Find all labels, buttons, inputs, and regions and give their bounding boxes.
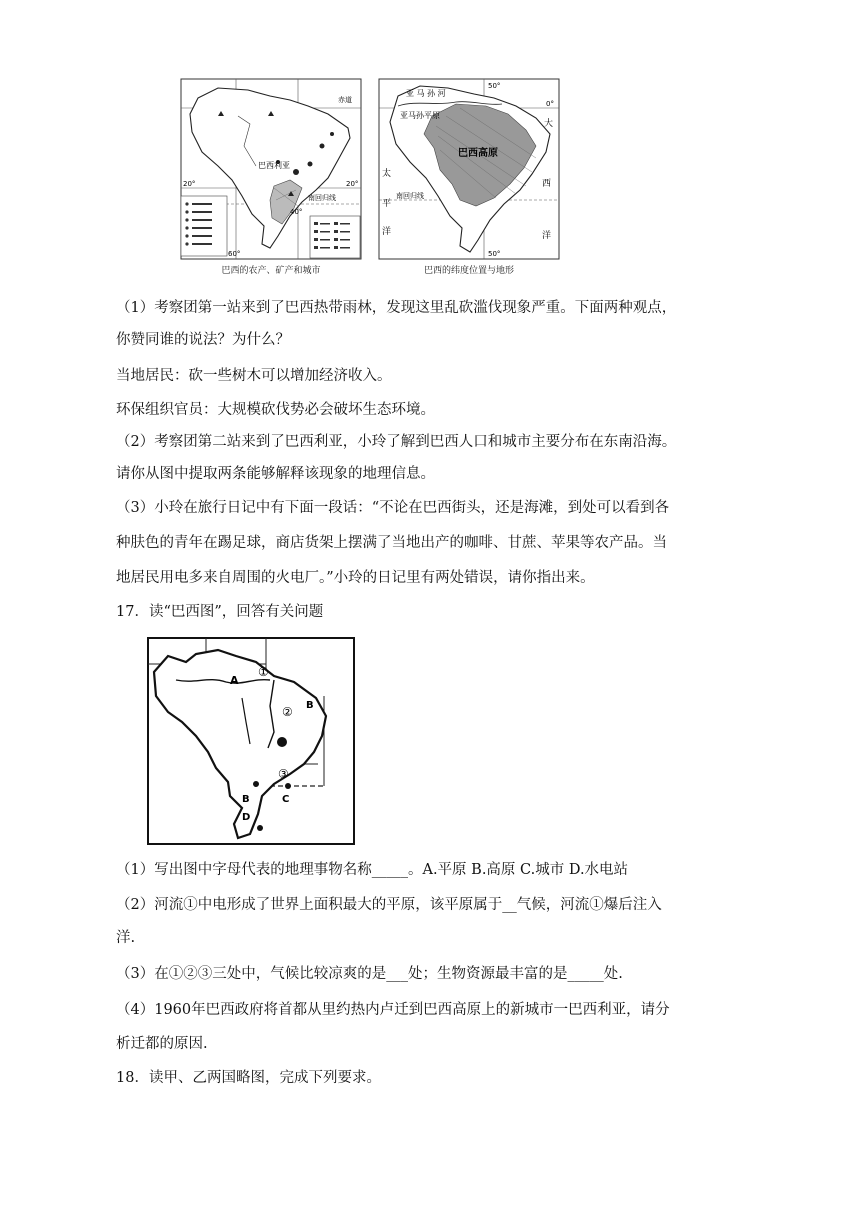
brazil-terrain-map-drawing xyxy=(376,76,562,262)
q17-4a: （4）1960年巴西政府将首都从里约热内卢迁到巴西高原上的新城市一巴西利亚，请分 xyxy=(116,1002,670,1018)
label-atlantic-1: 大 xyxy=(544,119,554,129)
figure-row xyxy=(178,76,564,276)
q17-4b: 析迁都的原因. xyxy=(116,1036,208,1052)
q3-line-b: 种肤色的青年在踢足球，商店货架上摆满了当地出产的咖啡、甘蔗、苹果等农产品。当 xyxy=(116,535,667,551)
q2-line-b: 请你从图中提取两条能够解释该现象的地理信息。 xyxy=(116,466,435,482)
label-lat-20-east: 20° xyxy=(346,180,359,188)
label-circle-1: ① xyxy=(258,665,269,679)
q1-line-a: （1）考察团第一站来到了巴西热带雨林，发现这里乱砍滥伐现象严重。下面两种观点， xyxy=(116,300,677,316)
q2-line-a: （2）考察团第二站来到了巴西利亚，小玲了解到巴西人口和城市主要分布在东南沿海。 xyxy=(116,434,677,450)
label-amazon-plain: 亚马孙平原 xyxy=(400,111,440,120)
caption-right: 巴西的纬度位置与地形 xyxy=(423,266,514,276)
label-atlantic-3: 洋 xyxy=(542,231,552,241)
label-lat-20-west: 20° xyxy=(183,180,196,188)
q3-line-a: （3）小玲在旅行日记中有下面一段话：“不论在巴西街头，还是海滩，到处可以看到各 xyxy=(116,500,670,516)
label-amazon-river: 亚 马 孙 河 xyxy=(406,89,446,98)
label-lat-0: 0° xyxy=(546,100,554,108)
label-lon-40: 40° xyxy=(290,208,303,216)
label-tropic-right: 南回归线 xyxy=(396,192,424,200)
label-brazil-plateau: 巴西高原 xyxy=(458,148,498,159)
brazil-agriculture-map xyxy=(178,76,364,276)
caption-left: 巴西的农产、矿产和城市 xyxy=(221,266,321,276)
q18-heading: 18．读甲、乙两国略图，完成下列要求。 xyxy=(116,1070,381,1086)
q17-2: （2）河流①中电形成了世界上面积最大的平原，该平原属于__气候，河流①爆后注入 xyxy=(116,897,662,913)
label-lon-60: 60° xyxy=(228,250,241,258)
label-brasilia: 巴西利亚 xyxy=(258,161,290,170)
label-pacific-2: 平 xyxy=(382,199,392,209)
label-A: A xyxy=(230,674,239,687)
label-C: C xyxy=(282,794,290,805)
q17-heading: 17．读“巴西图”，回答有关问题 xyxy=(116,604,324,620)
brazil-map-q17-drawing xyxy=(146,636,356,846)
label-tropic-left: 南回归线 xyxy=(308,194,336,202)
label-pacific-3: 洋 xyxy=(382,227,392,237)
q1-line-b: 你赞同谁的说法？为什么？ xyxy=(116,332,290,348)
brazil-terrain-map xyxy=(376,76,562,276)
q17-2b: 洋. xyxy=(116,930,136,946)
label-atlantic-2: 西 xyxy=(542,179,552,189)
q3-line-c: 地居民用电多来自周围的火电厂。”小玲的日记里有两处错误，请你指出来。 xyxy=(116,570,595,586)
q1-line-c: 当地居民：砍一些树木可以增加经济收入。 xyxy=(116,368,392,384)
q17-1: （1）写出图中字母代表的地理事物名称_____。A.平原 B.高原 C.城市 D.水电站 xyxy=(116,862,629,878)
label-circle-2: ② xyxy=(282,705,293,719)
q17-3: （3）在①②③三处中，气候比较凉爽的是___处；生物资源最丰富的是_____处. xyxy=(116,966,623,982)
label-circle-3: ③ xyxy=(278,767,289,781)
brazil-map-q17 xyxy=(146,636,356,846)
label-B-south: B xyxy=(242,794,250,805)
label-lon-50-bottom: 50° xyxy=(488,250,501,258)
label-B-north: B xyxy=(306,700,314,711)
label-D: D xyxy=(242,812,251,823)
q1-line-d: 环保组织官员：大规模砍伐势必会破坏生态环境。 xyxy=(116,402,435,418)
label-equator: 赤道 xyxy=(338,96,352,104)
label-pacific-1: 太 xyxy=(382,169,392,179)
brazil-agriculture-map-drawing xyxy=(178,76,364,262)
label-lon-50-top: 50° xyxy=(488,82,501,90)
